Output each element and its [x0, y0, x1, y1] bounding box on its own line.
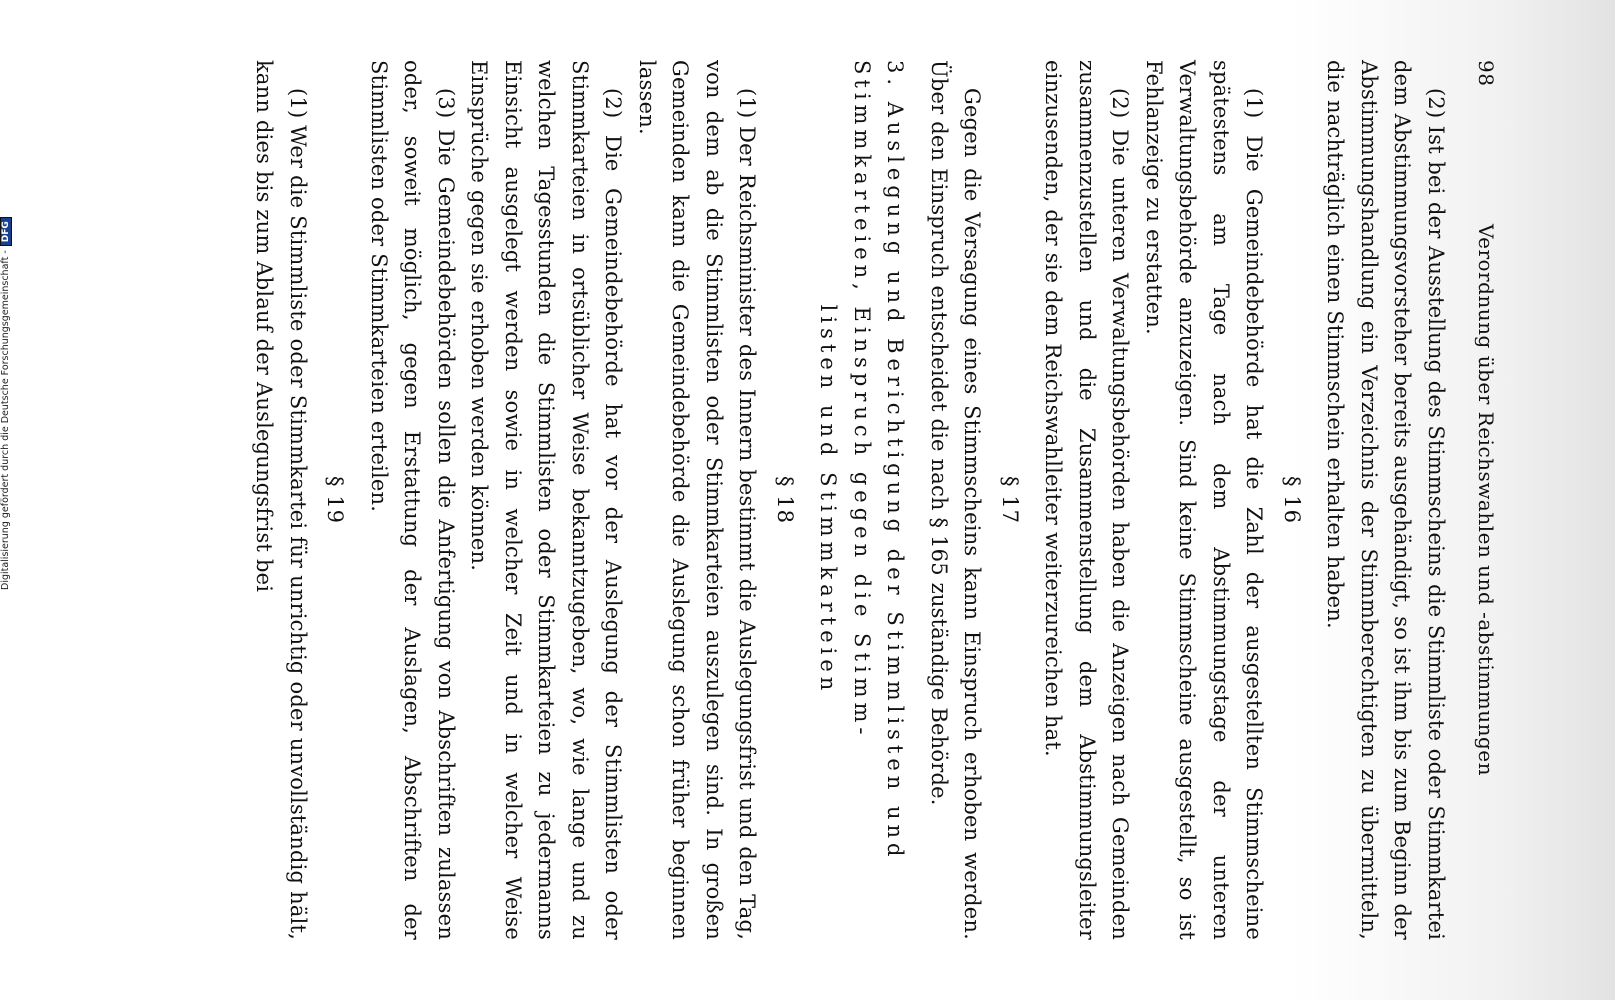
section-17-heading: § 17: [998, 476, 1022, 524]
dfg-logo: DFG: [0, 217, 12, 246]
section-16-heading: § 16: [1280, 476, 1304, 524]
paragraph-19-1: (1) Wer die Stimmliste oder Stimmkartei für unrichtig oder unvollständig hält, kann dies bis zum Ablauf der Auslegungsfrist bei: [252, 60, 310, 940]
rotated-book-page: [120, 60, 1520, 940]
page-header: [1468, 60, 1498, 940]
paragraph-18-2: (2) Die Gemeindebehörde hat vor der Auslegung der Stimmlisten oder Stimmkarteien in ortsüblicher Weise bekanntzugeben, wo, wie lange und zu welchen Tagesstunden die Stimmlisten oder Stimmkarteien zu jedermanns Einsicht ausgelegt werden sowie in welcher Zeit und in welcher Weise Einsprüche gegen sie erhoben werden können.: [467, 60, 626, 940]
paragraph-16-2: (2) Die unteren Verwaltungsbehörden haben die Anzeigen nach Gemeinden zusammenzustellen und die Zusammenstellung dem Abstimmungsleiter einzusenden, der sie dem Reichswahlleiter weiterzureichen hat.: [1041, 60, 1133, 940]
page-number: 98: [1474, 60, 1498, 87]
chapter-3-heading: [811, 60, 912, 940]
page-body: [247, 60, 1452, 940]
digitization-credit-text: Digitalisierung gefördert durch die Deutsche Forschungsgemeinschaft -: [0, 250, 11, 590]
paragraph-18-1: (1) Der Reichsminister des Innern bestimmt die Auslegungsfrist und den Tag, von dem ab die Stimmlisten oder Stimmkarteien auszulegen sind. In großen Gemeinden kann die Gemeindebehörde die Auslegung schon früher beginnen lassen.: [635, 60, 760, 940]
chapter-3-heading-line-2: listen und Stimmkarteien: [816, 304, 841, 696]
section-19-heading: § 19: [323, 476, 348, 524]
section-18-heading: § 18: [773, 476, 797, 524]
paragraph-17: Gegen die Versagung eines Stimmscheins kann Einspruch erhoben werden. Über den Einspruch entscheidet die nach § 165 zuständige Behörde.: [927, 60, 985, 940]
paragraph-16-1: (1) Die Gemeindebehörde hat die Zahl der ausgestellten Stimmscheine spätestens am Tage nach dem Abstimmungstage der unteren Verwaltungsbehörde anzuzeigen. Sind keine Stimmscheine ausgestellt, so ist Fehlanzeige zu erstatten.: [1142, 60, 1267, 940]
digitization-credit: [0, 170, 16, 590]
chapter-3-heading-line-1: 3. Auslegung und Berichtigung der Stimmlisten und Stimmkarteien, Einspruch gegen die Stimm-: [850, 60, 908, 862]
paragraph-18-3: (3) Die Gemeindebehörden sollen die Anfertigung von Abschriften zulassen oder, soweit möglich, gegen Erstattung der Auslagen, Abschriften der Stimmlisten oder Stimmkarteien erteilen.: [367, 60, 458, 940]
running-title: Verordnung über Reichswahlen und -abstimmungen: [1474, 224, 1498, 776]
paragraph-15-2: (2) Ist bei der Ausstellung des Stimmscheins die Stimmliste oder Stimmkartei dem Abstimmungsvorsteher bereits ausgehändigt, so ist ihm bis zum Beginn der Abstimmungshandlung ein Verzeichnis der Stimmberechtigten zu übermitteln, die nachträglich einen Stimmschein erhalten haben.: [1323, 60, 1448, 940]
